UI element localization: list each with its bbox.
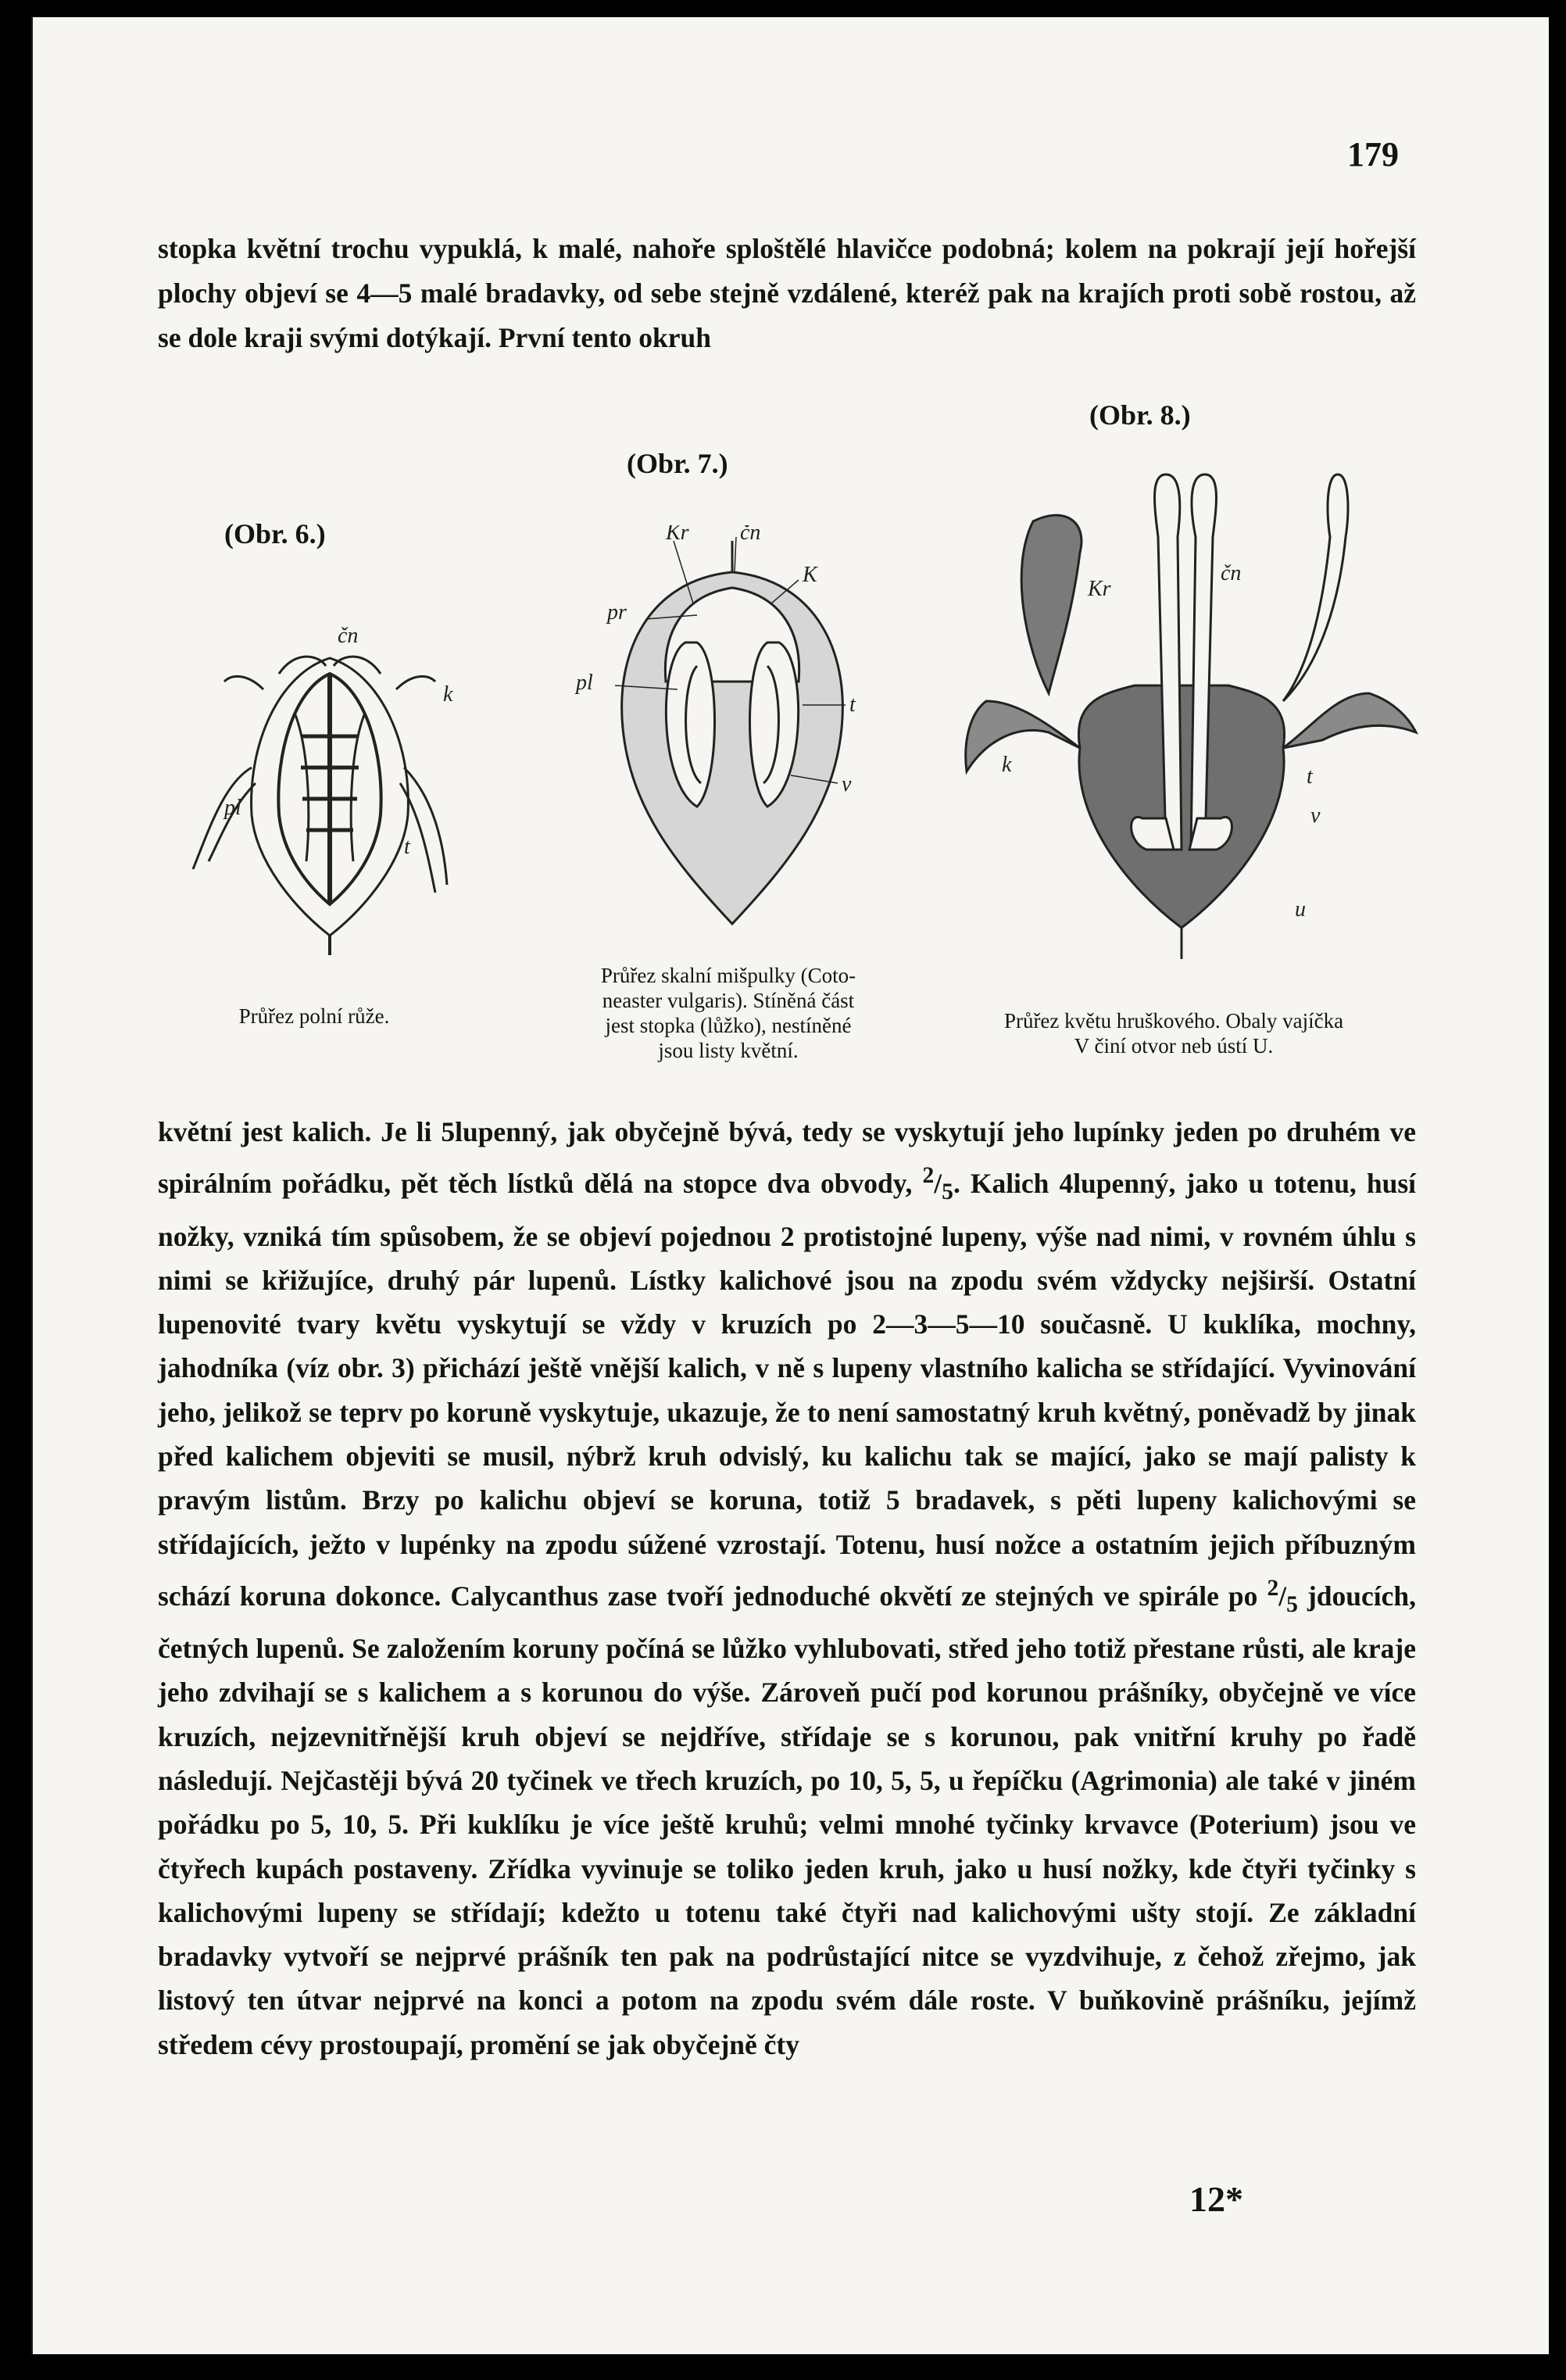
fig7-caption-line2: neaster vulgaris). Stíněná část	[602, 989, 855, 1012]
fig7-caption-line1: Průřez skalní mišpulky (Coto-	[600, 964, 856, 987]
fig7-label-pr: pr	[607, 600, 627, 625]
fig8-label-u: u	[1295, 897, 1306, 922]
fig8-label-kr: Kr	[1088, 577, 1111, 601]
fig7-label-k: K	[803, 563, 817, 587]
paragraph-top: stopka květní trochu vypuklá, k malé, nahoře sploštělé hlavičce podobná; kolem na pokrají její hořejší plochy objeví se 4—5 malé bradavky, od sebe stejně vzdálené, kteréž pak na krajích proti sobě rostou, až se dole kraji svými dotýkají. První tento okruh	[158, 233, 1416, 353]
signature-mark: 12*	[1189, 2179, 1243, 2219]
fig7-label-cn: čn	[740, 525, 761, 545]
fig8-label: (Obr. 8.)	[1089, 399, 1191, 431]
fig6-label-k: k	[443, 682, 453, 707]
fig7-label-kr: Kr	[666, 525, 689, 545]
document-page	[31, 17, 1549, 2354]
fig7-caption-line3: jest stopka (lůžko), nestíněné	[605, 1014, 852, 1037]
fig6-illustration	[177, 627, 474, 955]
fig7-label-t: t	[849, 693, 856, 717]
fig7-label-pl: pl	[576, 671, 593, 695]
fig8-caption	[916, 1008, 1432, 1058]
fig7-label-v: v	[842, 772, 852, 796]
fig8-caption-line2: V činí otvor neb ústí U.	[1074, 1034, 1274, 1058]
fig7-illustration	[541, 525, 908, 932]
fig7-caption	[517, 963, 939, 1063]
paragraph-main: květní jest kalich. Je li 5lupenný, jak obyčejně bývá, tedy se vyskytují jeho lupínky jeden po druhém ve spirálním pořádku, pět těch lístků dělá na stopce dva obvody, $^2/_5$. Kalich 4lupenný, jako u totenu, husí nožky, vzniká tím spůsobem, že se objeví pojednou 2 protistojné lupeny, výše nad nimi, v rovném úhlu s nimi se křižujíce, druhý pár lupenů. Lístky kalichové jsou na zpodu svém vždycky nejširší. Ostatní lupenovité tvary květu vyskytují se vždy v kruzích po 2—3—5—10 současně. U kuklíka, mochny, jahodníka (víz obr. 3) přichází ještě vnější kalich, v ně s lupeny vlastního kalicha se střídající. Vyvinování jeho, jelikož se teprv po koruně vyskytuje, ukazuje, že to není samostatný kruh květný, poněvadž by jinak před kalichem objeviti se musil, nýbrž kruh odvislý, ku kalichu tak se mající, jako se mají palisty k pravým listům. Brzy po kalichu objeví se koruna, totiž 5 bradavek, s pěti lupeny kalichovými se střídajících, ježto v lupénky na zpodu súžené vzrostají. Totenu, husí nožce a ostatním jejich příbuzným schází koruna dokonce. Calycanthus zase tvoří jednoduché okvětí ze stejných ve spirále po $^2/_5$ jdoucích, četných lupenů. Se založením koruny počíná se lůžko vyhlubovati, střed jeho totiž přestane růsti, ale kraje jeho zdvihají se s kalichem a s korunou do výše. Zároveň pučí pod korunou prášníky, obyčejně ve více kruzích, nejzevnitřnější kruh objeví se nejdříve, střídaje se s korunou, pak vnitřní kruhy po řadě následují. Nejčastěji bývá 20 tyčinek ve třech kruzích, po 10, 5, 5, u řepíčku (Agrimonia) ale také v jiném pořádku po 5, 10, 5. Při kuklíku je více ještě kruhů; velmi mnohé tyčinky krvavce (Poterium) jsou ve čtyřech kupách postaveny. Zřídka vyvinuje se toliko jeden kruh, jako u husí nožky, kde čtyři tyčinky s kalichovými lupeny se střídají; kdežto u totenu také čtyři nad kalichovými ušty stojí. Ze základní bradavky vytvoří se nejprvé prášník ten pak na podrůstající nitce se vyzdvihuje, z čehož zřejmo, jak listový ten útvar nejprvé na konci a potom na zpodu svém dále roste. V buňkovině prášníku, jejímž středem cévy prostoupají, promění se jak obyčejně čty	[158, 1116, 1416, 2060]
fig6-label-pl: pl	[224, 796, 241, 820]
fig6-label-cn: čn	[338, 627, 359, 648]
fig7-label: (Obr. 7.)	[627, 448, 728, 479]
fig8-label-k: k	[1002, 753, 1012, 777]
fig8-label-cn: čn	[1221, 561, 1242, 585]
fig6-label-t: t	[404, 835, 410, 859]
fig8-caption-line1: Průřez květu hruškového. Obaly vajíčka	[1003, 1009, 1344, 1033]
fig6-caption: Průřez polní růže.	[238, 1004, 390, 1028]
fig8-label-v: v	[1310, 803, 1321, 828]
fig8-label-t: t	[1307, 764, 1313, 789]
fig6-label: (Obr. 6.)	[224, 518, 326, 549]
page-number: 179	[1347, 135, 1399, 174]
fig8-illustration	[931, 443, 1424, 975]
fig7-caption-line4: jsou listy květní.	[658, 1039, 799, 1062]
